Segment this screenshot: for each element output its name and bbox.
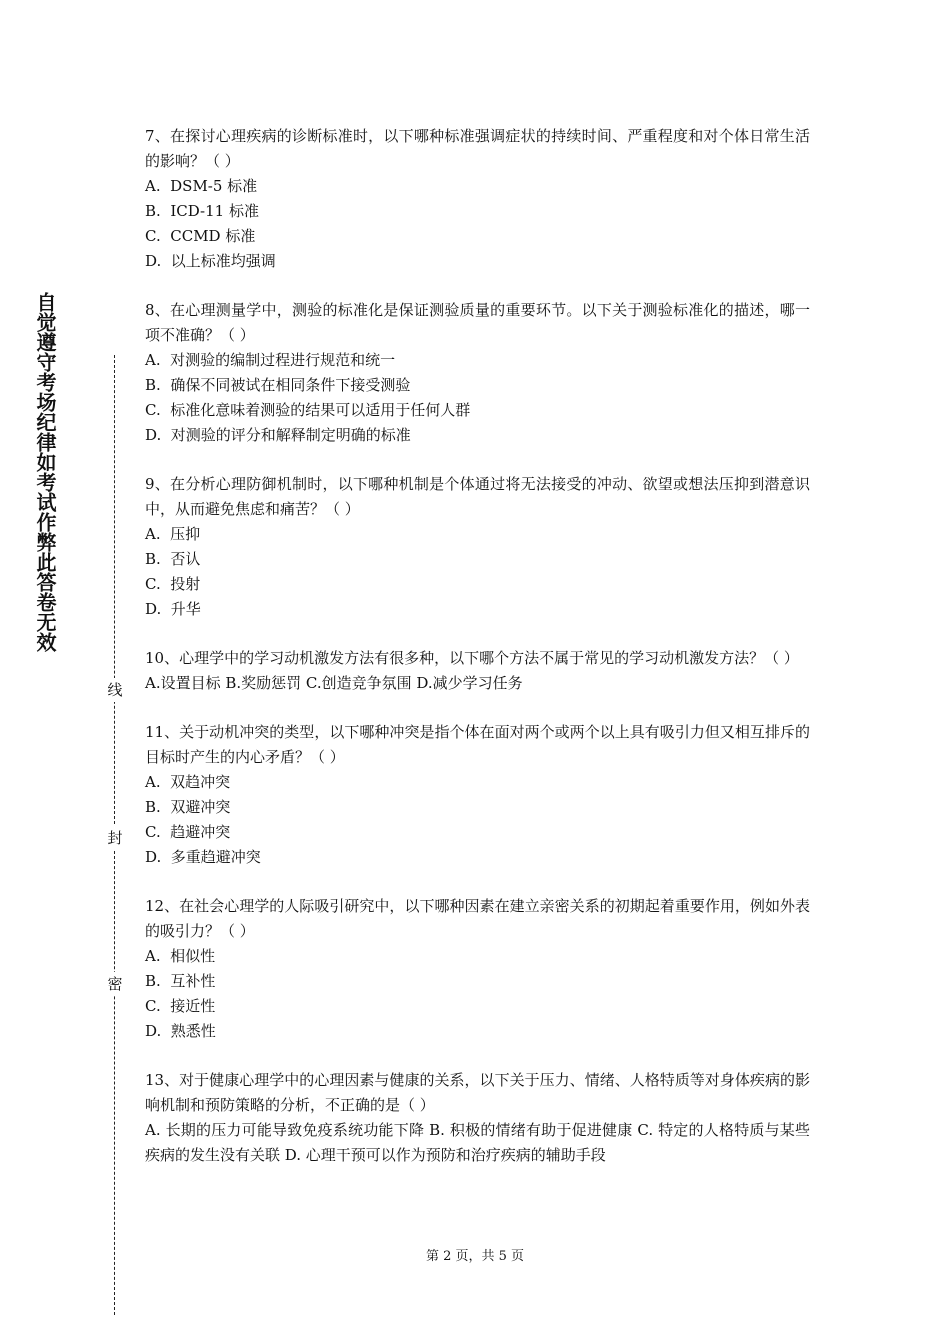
option-a: A. 双趋冲突 — [145, 773, 231, 791]
option-c: C. 接近性 — [145, 997, 216, 1015]
question-13 — [145, 1068, 810, 1168]
question-text: 11、关于动机冲突的类型，以下哪种冲突是指个体在面对两个或两个以上具有吸引力但又相互排斥的目标时产生的内心矛盾？（ ） — [145, 723, 810, 766]
question-text: 13、对于健康心理学中的心理因素与健康的关系，以下关于压力、情绪、人格特质等对身体疾病的影响机制和预防策略的分析，不正确的是（ ） — [145, 1071, 810, 1114]
question-11 — [145, 720, 810, 870]
question-7 — [145, 124, 810, 274]
question-12 — [145, 894, 810, 1044]
question-text: 10、心理学中的学习动机激发方法有很多种，以下哪个方法不属于常见的学习动机激发方法？（ ） — [145, 649, 799, 667]
option-c: C. 趋避冲突 — [145, 823, 231, 841]
option-d: D. 熟悉性 — [145, 1022, 216, 1040]
option-a: A. DSM-5 标准 — [145, 177, 258, 195]
option-d: D. 对测验的评分和解释制定明确的标准 — [145, 426, 411, 444]
option-c: C. 投射 — [145, 575, 201, 593]
option-d: D. 以上标准均强调 — [145, 252, 276, 270]
question-list — [145, 124, 810, 1192]
seal-mark-line: 线 — [104, 678, 126, 702]
option-b: B. 确保不同被试在相同条件下接受测验 — [145, 376, 411, 394]
option-b: B. 双避冲突 — [145, 798, 231, 816]
question-8 — [145, 298, 810, 448]
option-a: A. 对测验的编制过程进行规范和统一 — [145, 351, 396, 369]
inline-options: A. 长期的压力可能导致免疫系统功能下降 B. 积极的情绪有助于促进健康 C. 特定的人格特质与某些疾病的发生没有关联 D. 心理干预可以作为预防和治疗疾病的辅助手段 — [145, 1121, 810, 1164]
page-number-footer: 第 2 页，共 5 页 — [425, 1249, 525, 1264]
question-text: 12、在社会心理学的人际吸引研究中，以下哪种因素在建立亲密关系的初期起着重要作用，例如外表的吸引力？（ ） — [145, 897, 810, 940]
option-c: C. CCMD 标准 — [145, 227, 256, 245]
option-c: C. 标准化意味着测验的结果可以适用于任何人群 — [145, 401, 471, 419]
option-a: A. 相似性 — [145, 947, 216, 965]
question-10 — [145, 646, 810, 696]
question-text: 8、在心理测量学中，测验的标准化是保证测验质量的重要环节。以下关于测验标准化的描述，哪一项不准确？（ ） — [145, 301, 810, 344]
option-b: B. ICD-11 标准 — [145, 202, 259, 220]
option-a: A. 压抑 — [145, 525, 201, 543]
seal-mark-seal: 封 — [104, 826, 126, 850]
question-text: 9、在分析心理防御机制时，以下哪种机制是个体通过将无法接受的冲动、欲望或想法压抑到潜意识中，从而避免焦虑和痛苦？（ ） — [145, 475, 810, 518]
exam-discipline-warning: 自觉遵守考场纪律如考试作弊此答卷无效 — [33, 292, 57, 652]
inline-options: A.设置目标 B.奖励惩罚 C.创造竞争氛围 D.减少学习任务 — [145, 674, 523, 692]
option-b: B. 否认 — [145, 550, 201, 568]
option-d: D. 多重趋避冲突 — [145, 848, 261, 866]
question-9 — [145, 472, 810, 622]
option-d: D. 升华 — [145, 600, 201, 618]
question-text: 7、在探讨心理疾病的诊断标准时，以下哪种标准强调症状的持续时间、严重程度和对个体日常生活的影响？（ ） — [145, 127, 810, 170]
option-b: B. 互补性 — [145, 972, 216, 990]
seal-mark-secret: 密 — [104, 972, 126, 996]
